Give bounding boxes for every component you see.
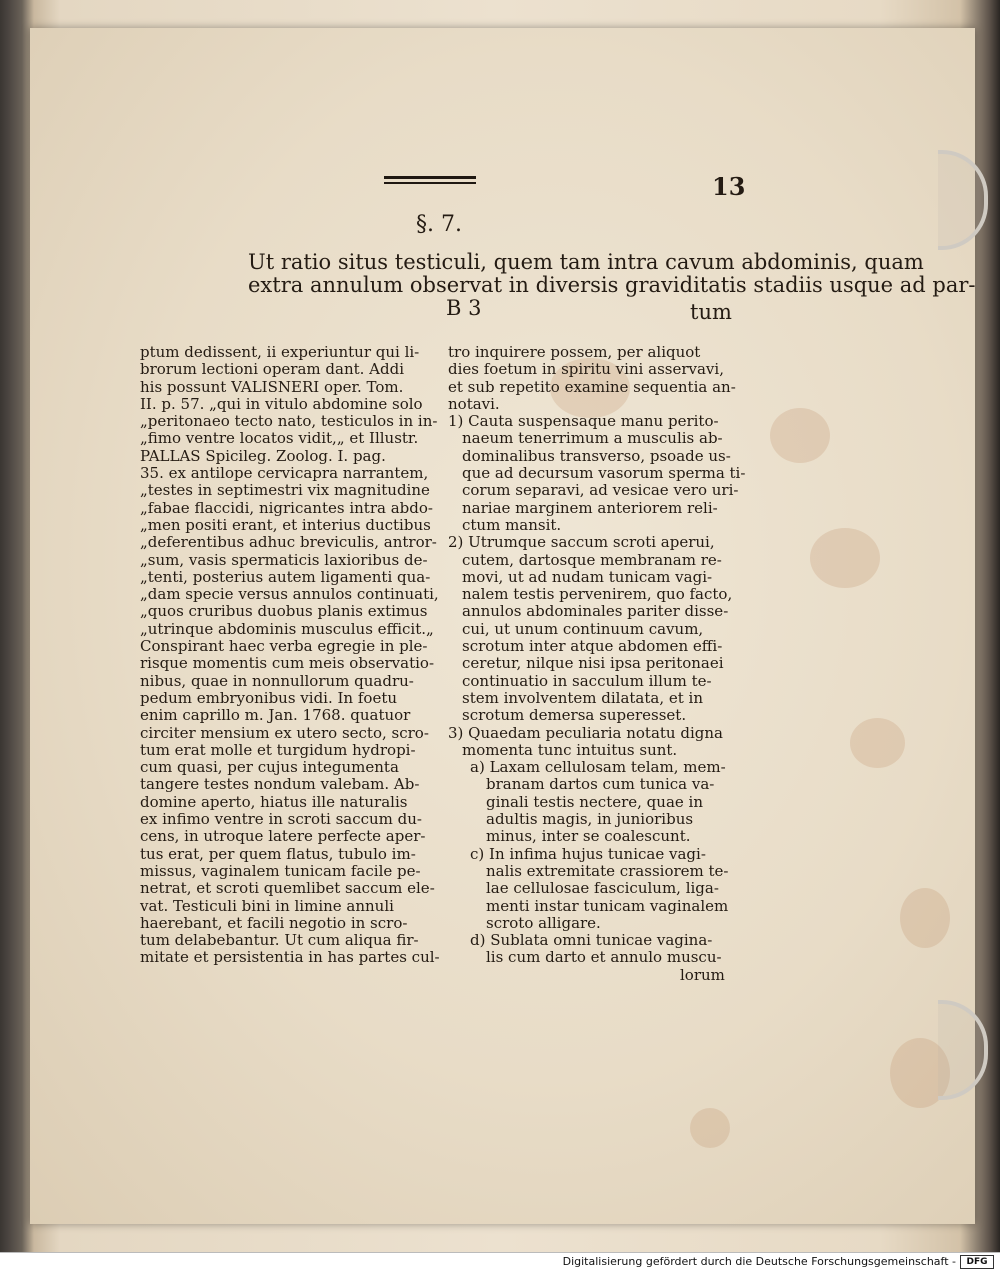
left-text-column — [140, 343, 440, 967]
text-line: „quos cruribus duobus planis extimus — [140, 602, 428, 621]
text-line: 1) Cauta suspensaque manu perito- — [448, 412, 719, 431]
text-line: nalis extremitate crassiorem te- — [486, 861, 729, 880]
text-line: „deferentibus adhuc breviculis, antror- — [140, 533, 437, 552]
text-line: dominalibus transverso, psoade us- — [462, 446, 731, 465]
text-line: cutem, dartosque membranam re- — [462, 550, 722, 569]
text-line: menti instar tunicam vaginalem — [486, 896, 729, 915]
text-line: haerebant, et facili negotio in scro- — [140, 913, 408, 932]
dfg-logo: DFG — [960, 1255, 994, 1269]
text-line: domine aperto, hiatus ille naturalis — [140, 792, 408, 811]
foxing-stain — [770, 408, 830, 463]
text-line: ptum dedissent, ii experiuntur qui li- — [140, 343, 420, 361]
text-line: „fimo ventre locatos vidit,„ et Illustr. — [140, 429, 419, 448]
text-line: pedum embryonibus vidi. In foetu — [140, 688, 398, 707]
text-line: movi, ut ad nudam tunicam vagi- — [462, 567, 713, 586]
text-line: netrat, et scroti quemlibet saccum ele- — [140, 879, 435, 898]
text-line: stem involventem dilatata, et in — [462, 688, 704, 707]
text-line: vat. Testiculi bini in limine annuli — [140, 896, 394, 915]
header-rule — [384, 182, 476, 184]
text-line: d) Sublata omni tunicae vagina- — [470, 931, 713, 950]
text-line: II. p. 57. „qui in vitulo abdomine solo — [140, 394, 423, 413]
signature-mark: B 3 — [446, 296, 482, 320]
text-line: a) Laxam cellulosam telam, mem- — [470, 758, 726, 777]
text-line: 2) Utrumque saccum scroti aperui, — [448, 533, 715, 552]
text-line: „utrinque abdominis musculus efficit.„ — [140, 619, 434, 638]
text-line: naeum tenerrimum a musculis ab- — [462, 429, 723, 448]
text-line: que ad decursum vasorum sperma ti- — [462, 464, 746, 483]
text-line: nalem testis pervenirem, quo facto, — [462, 585, 733, 604]
text-line: „testes in septimestri vix magnitudine — [140, 481, 430, 500]
text-line: Conspirant haec verba egregie in ple- — [140, 637, 428, 656]
foxing-stain — [850, 718, 905, 768]
text-line: lorum — [680, 965, 725, 984]
text-line: circiter mensium ex utero secto, scro- — [140, 723, 429, 742]
text-line: brorum lectioni operam dant. Addi — [140, 360, 405, 379]
text-line: 3) Quaedam peculiaria notatu digna — [448, 723, 723, 742]
text-line: tangere testes nondum valebam. Ab- — [140, 775, 420, 794]
foxing-stain — [810, 528, 880, 588]
text-line: nariae marginem anteriorem reli- — [462, 498, 718, 517]
catchword: tum — [690, 300, 732, 324]
text-line: ginali testis nectere, quae in — [486, 792, 703, 811]
text-line: dies foetum in spiritu vini asservavi, — [448, 360, 724, 379]
paper-clip — [938, 150, 988, 250]
text-line: tus erat, per quem flatus, tubulo im- — [140, 844, 416, 863]
header-rule — [384, 176, 476, 179]
text-line: lae cellulosae fasciculum, liga- — [486, 879, 719, 898]
text-line: continuatio in sacculum illum te- — [462, 671, 712, 690]
text-line: adultis magis, in junioribus — [486, 810, 694, 829]
text-line: scrotum demersa superesset. — [462, 706, 687, 725]
text-line: „peritonaeo tecto nato, testiculos in in- — [140, 412, 438, 431]
page-number: 13 — [712, 172, 746, 201]
text-line: cens, in utroque latere perfecte aper- — [140, 827, 426, 846]
text-line: cum quasi, per cujus integumenta — [140, 758, 399, 777]
text-line: enim caprillo m. Jan. 1768. quatuor — [140, 706, 411, 725]
section-heading: §. 7. — [416, 212, 462, 237]
text-line: „dam specie versus annulos continuati, — [140, 585, 439, 604]
text-line: minus, inter se coalescunt. — [486, 827, 691, 846]
text-line: notavi. — [448, 394, 500, 413]
text-line: cui, ut unum continuum cavum, — [462, 619, 704, 638]
right-text-column — [448, 343, 746, 984]
text-line: scroto alligare. — [486, 913, 601, 932]
text-line: mitate et persistentia in has partes cul- — [140, 948, 440, 967]
text-line: tum erat molle et turgidum hydropi- — [140, 740, 416, 759]
text-line: „fabae flaccidi, nigricantes intra abdo- — [140, 498, 433, 517]
text-line: tro inquirere possem, per aliquot — [448, 343, 701, 361]
text-line: PALLAS Spicileg. Zoolog. I. pag. — [140, 446, 386, 465]
text-line: „tenti, posterius autem ligamenti qua- — [140, 567, 431, 586]
text-line: tum delabebantur. Ut cum aliqua fir- — [140, 931, 419, 950]
text-line: c) In infima hujus tunicae vagi- — [470, 844, 706, 863]
text-line: his possunt VALISNERI oper. Tom. — [140, 377, 404, 396]
text-line: lis cum darto et annulo muscu- — [486, 948, 722, 967]
text-line: et sub repetito examine sequentia an- — [448, 377, 736, 396]
text-line: scrotum inter atque abdomen effi- — [462, 637, 723, 656]
foxing-stain — [690, 1108, 730, 1148]
text-line: branam dartos cum tunica va- — [486, 775, 715, 794]
text-line: nibus, quae in nonnullorum quadru- — [140, 671, 414, 690]
foxing-stain — [900, 888, 950, 948]
text-line: missus, vaginalem tunicam facile pe- — [140, 861, 421, 880]
text-line: „men positi erant, et interius ductibus — [140, 515, 431, 534]
heading-line: extra annulum observat in diversis graviditatis stadiis usque ad par- — [248, 273, 976, 297]
text-line: ceretur, nilque nisi ipsa peritonaei — [462, 654, 724, 673]
text-line: ex infimo ventre in scroti saccum du- — [140, 810, 422, 829]
text-line: ctum mansit. — [462, 515, 562, 534]
paper-clip — [938, 1000, 988, 1100]
text-line: annulos abdominales pariter disse- — [462, 602, 729, 621]
text-line: risque momentis cum meis observatio- — [140, 654, 435, 673]
text-line: corum separavi, ad vesicae vero uri- — [462, 481, 739, 500]
text-line: momenta tunc intuitus sunt. — [462, 740, 678, 759]
text-line: „sum, vasis spermaticis laxioribus de- — [140, 550, 428, 569]
text-line: 35. ex antilope cervicapra narrantem, — [140, 464, 429, 483]
heading-line: Ut ratio situs testiculi, quem tam intra cavum abdominis, quam — [248, 250, 924, 274]
footer-credit: Digitalisierung gefördert durch die Deutsche Forschungsgemeinschaft - — [562, 1255, 956, 1268]
digitization-footer — [0, 1252, 1000, 1270]
